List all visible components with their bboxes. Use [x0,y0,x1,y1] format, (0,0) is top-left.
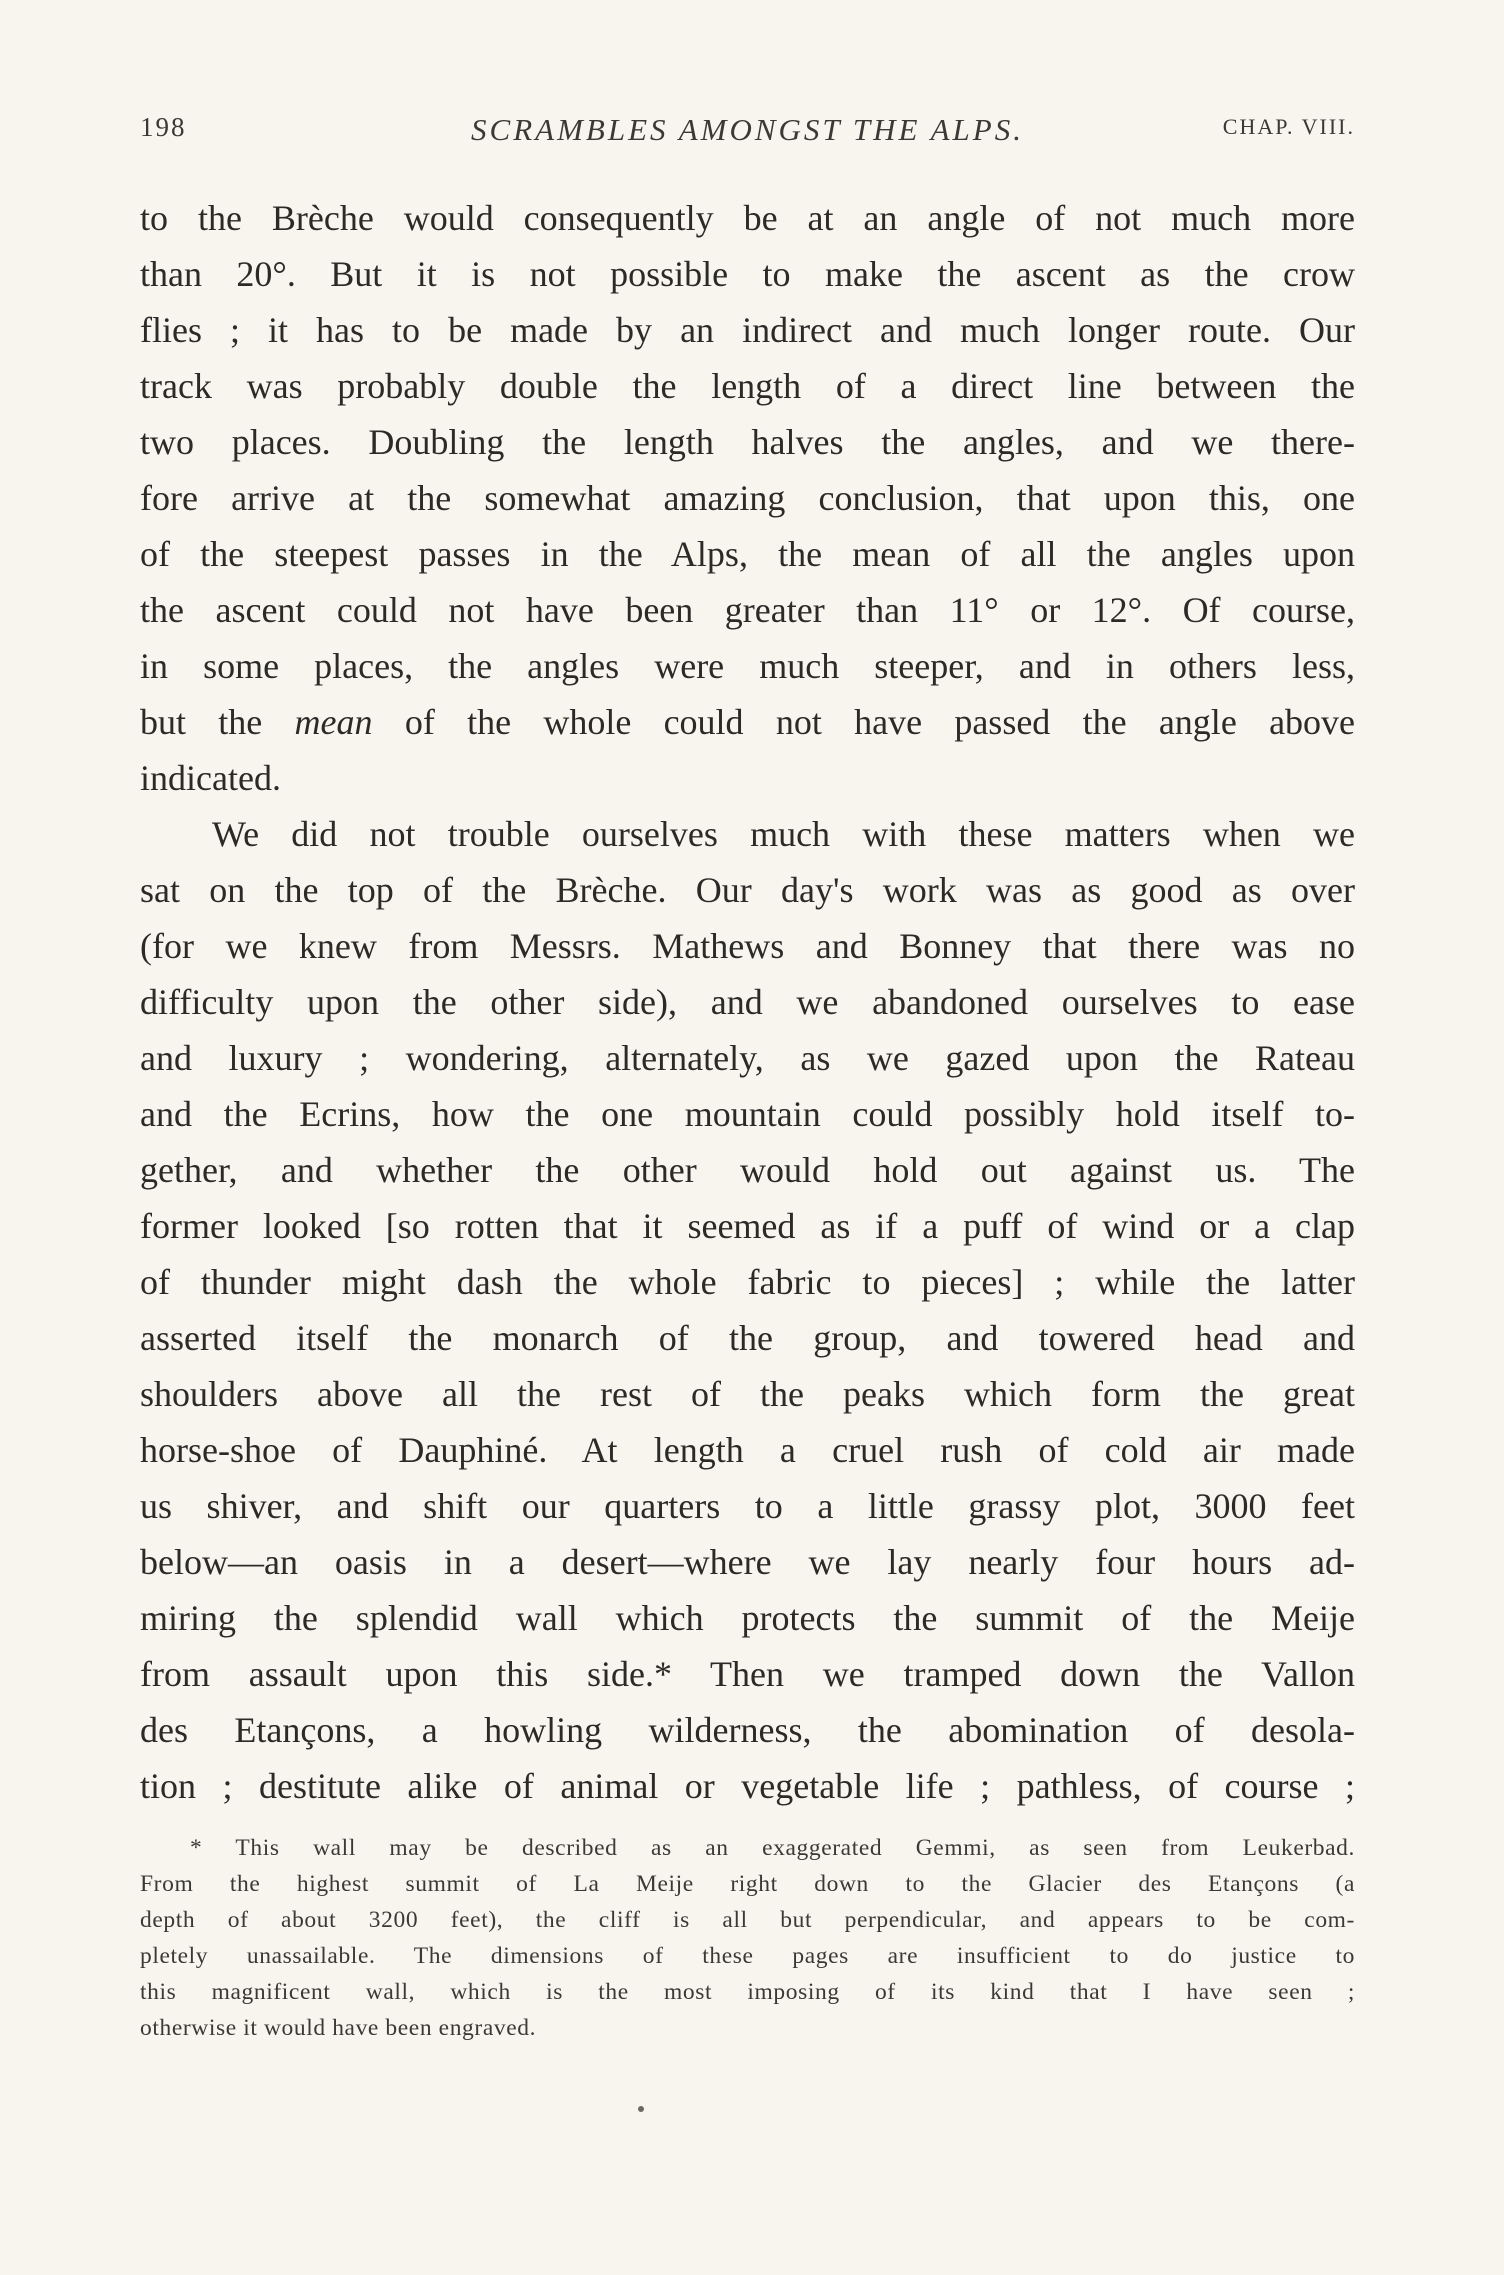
ink-speck [638,2106,644,2112]
text-line: in some places, the angles were much steeper, and in others less, [140,646,1355,686]
text-line: gether, and whether the other would hold out against us. The [140,1150,1355,1190]
footnote-line: this magnificent wall, which is the most imposing of its kind that I have seen ; [140,1979,1355,2005]
page-number: 198 [140,112,187,142]
text-line: horse-shoe of Dauphiné. At length a cruel rush of cold air made [140,1430,1355,1470]
footnote-line: From the highest summit of La Meije right down to the Glacier des Etançons (a [140,1871,1355,1897]
text-line: miring the splendid wall which protects the summit of the Meije [140,1598,1355,1638]
body-text [140,190,1355,1814]
chapter-label: CHAP. VIII. [1222,114,1355,139]
footnote-line: * This wall may be described as an exaggerated Gemmi, as seen from Leukerbad. [190,1835,1355,1861]
text-line: us shiver, and shift our quarters to a little grassy plot, 3000 feet [140,1486,1355,1526]
text-line: the ascent could not have been greater than 11° or 12°. Of course, [140,590,1355,630]
paragraph-first-line: We did not trouble ourselves much with these matters when we [212,814,1355,854]
text-line: former looked [so rotten that it seemed as if a puff of wind or a clap [140,1206,1355,1246]
text-line: (for we knew from Messrs. Mathews and Bonney that there was no [140,926,1355,966]
text-line: asserted itself the monarch of the group, and towered head and [140,1318,1355,1358]
text-line: track was probably double the length of a direct line between the [140,366,1355,406]
text-line: fore arrive at the somewhat amazing conclusion, that upon this, one [140,478,1355,518]
text-line: tion ; destitute alike of animal or vegetable life ; pathless, of course ; [140,1766,1355,1806]
text-line [140,694,1355,750]
text-line: and the Ecrins, how the one mountain could possibly hold itself to- [140,1094,1355,1134]
text-fragment: of the whole could not have passed the angle above [404,702,1356,742]
text-line: des Etançons, a howling wilderness, the abomination of desola- [140,1710,1355,1750]
text-line: two places. Doubling the length halves the angles, and we there- [140,422,1355,462]
text-line: flies ; it has to be made by an indirect and much longer route. Our [140,310,1355,350]
text-line: sat on the top of the Brèche. Our day's work was as good as over [140,870,1355,910]
footnote [140,1830,1355,2046]
text-line: and luxury ; wondering, alternately, as we gazed upon the Rateau [140,1038,1355,1078]
footnote-line: otherwise it would have been engraved. [140,2015,537,2041]
text-line: shoulders above all the rest of the peaks which form the great [140,1374,1355,1414]
text-line: indicated. [140,758,281,798]
text-line: below—an oasis in a desert—where we lay nearly four hours ad- [140,1542,1355,1582]
text-line: of thunder might dash the whole fabric to pieces] ; while the latter [140,1262,1355,1302]
running-head [140,112,1355,152]
running-title: SCRAMBLES AMONGST THE ALPS. [471,112,1024,147]
footnote-line: depth of about 3200 feet), the cliff is all but perpendicular, and appears to be com- [140,1907,1355,1933]
text-line: than 20°. But it is not possible to make the ascent as the crow [140,254,1355,294]
emphasis-mean: mean [294,702,373,742]
text-line: of the steepest passes in the Alps, the mean of all the angles upon [140,534,1355,574]
text-line: to the Brèche would consequently be at an angle of not much more [140,198,1355,238]
text-line: difficulty upon the other side), and we abandoned ourselves to ease [140,982,1355,1022]
text-line: from assault upon this side.* Then we tramped down the Vallon [140,1654,1355,1694]
text-fragment: but the [140,702,263,742]
footnote-line: pletely unassailable. The dimensions of these pages are insufficient to do justice to [140,1943,1355,1969]
